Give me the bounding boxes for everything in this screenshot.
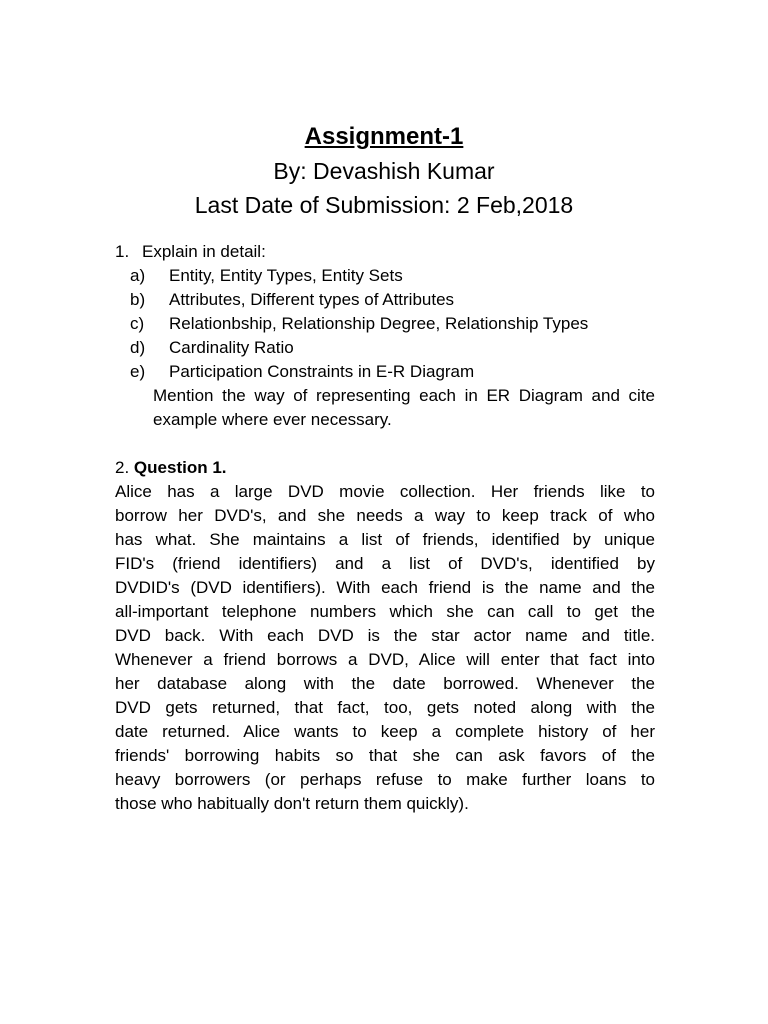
question-1-subitems <box>115 264 655 384</box>
list-item-letter: c) <box>130 314 145 333</box>
paragraph-line: those who habitually don't return them quickly). <box>115 794 469 813</box>
list-item <box>115 336 655 360</box>
list-item <box>115 264 655 288</box>
paragraph-line: date returned. Alice wants to keep a complete history of her <box>115 722 655 741</box>
question-1-note: Mention the way of representing each in ER Diagram and cite example where ever necessary. <box>153 386 655 429</box>
paragraph-line: Alice has a large DVD movie collection. Her friends like to <box>115 482 655 501</box>
question-1-number: 1. <box>115 242 130 261</box>
submission-deadline: Last Date of Submission: 2 Feb,2018 <box>194 192 574 218</box>
list-item-text: Entity, Entity Types, Entity Sets <box>169 266 403 285</box>
paragraph-line: her database along with the date borrowed. Whenever the <box>115 674 655 693</box>
list-item-text: Attributes, Different types of Attributes <box>169 290 455 309</box>
paragraph-line: borrow her DVD's, and she needs a way to keep track of who <box>115 506 655 525</box>
paragraph-line: DVD back. With each DVD is the star actor name and title. <box>115 626 655 645</box>
list-item <box>115 312 655 336</box>
list-item-letter: b) <box>130 290 146 309</box>
paragraph-line: DVDID's (DVD identifiers). With each friend is the name and the <box>115 578 655 597</box>
paragraph-line: FID's (friend identifiers) and a list of DVD's, identified by <box>115 554 655 573</box>
question-2-heading <box>115 456 655 480</box>
question-2-label: Question 1. <box>133 458 227 477</box>
list-item-text: Participation Constraints in E-R Diagram <box>169 362 475 381</box>
paragraph-line: all-important telephone numbers which she can call to get the <box>115 602 655 621</box>
question-1-section <box>115 240 655 432</box>
list-item <box>115 360 655 384</box>
list-item-text: Relationbship, Relationship Degree, Relationship Types <box>169 314 589 333</box>
question-1-heading-text: Explain in detail: <box>142 242 266 261</box>
question-2-section <box>115 456 655 816</box>
question-2-paragraph <box>115 480 655 816</box>
list-item-text: Cardinality Ratio <box>169 338 294 357</box>
paragraph-line: friends' borrowing habits so that she can ask favors of the <box>115 746 655 765</box>
list-item <box>115 288 655 312</box>
assignment-title: Assignment-1 <box>304 123 464 150</box>
paragraph-line: heavy borrowers (or perhaps refuse to make further loans to <box>115 770 655 789</box>
question-1-heading <box>115 240 655 264</box>
list-item-letter: d) <box>130 338 146 357</box>
list-item-letter: e) <box>130 362 146 381</box>
paragraph-line: Whenever a friend borrows a DVD, Alice will enter that fact into <box>115 650 655 669</box>
list-item-letter: a) <box>130 266 146 285</box>
paragraph-line: DVD gets returned, that fact, too, gets noted along with the <box>115 698 655 717</box>
paragraph-line: has what. She maintains a list of friends, identified by unique <box>115 530 655 549</box>
question-2-number: 2. <box>115 458 130 477</box>
author-line: By: Devashish Kumar <box>273 158 495 184</box>
